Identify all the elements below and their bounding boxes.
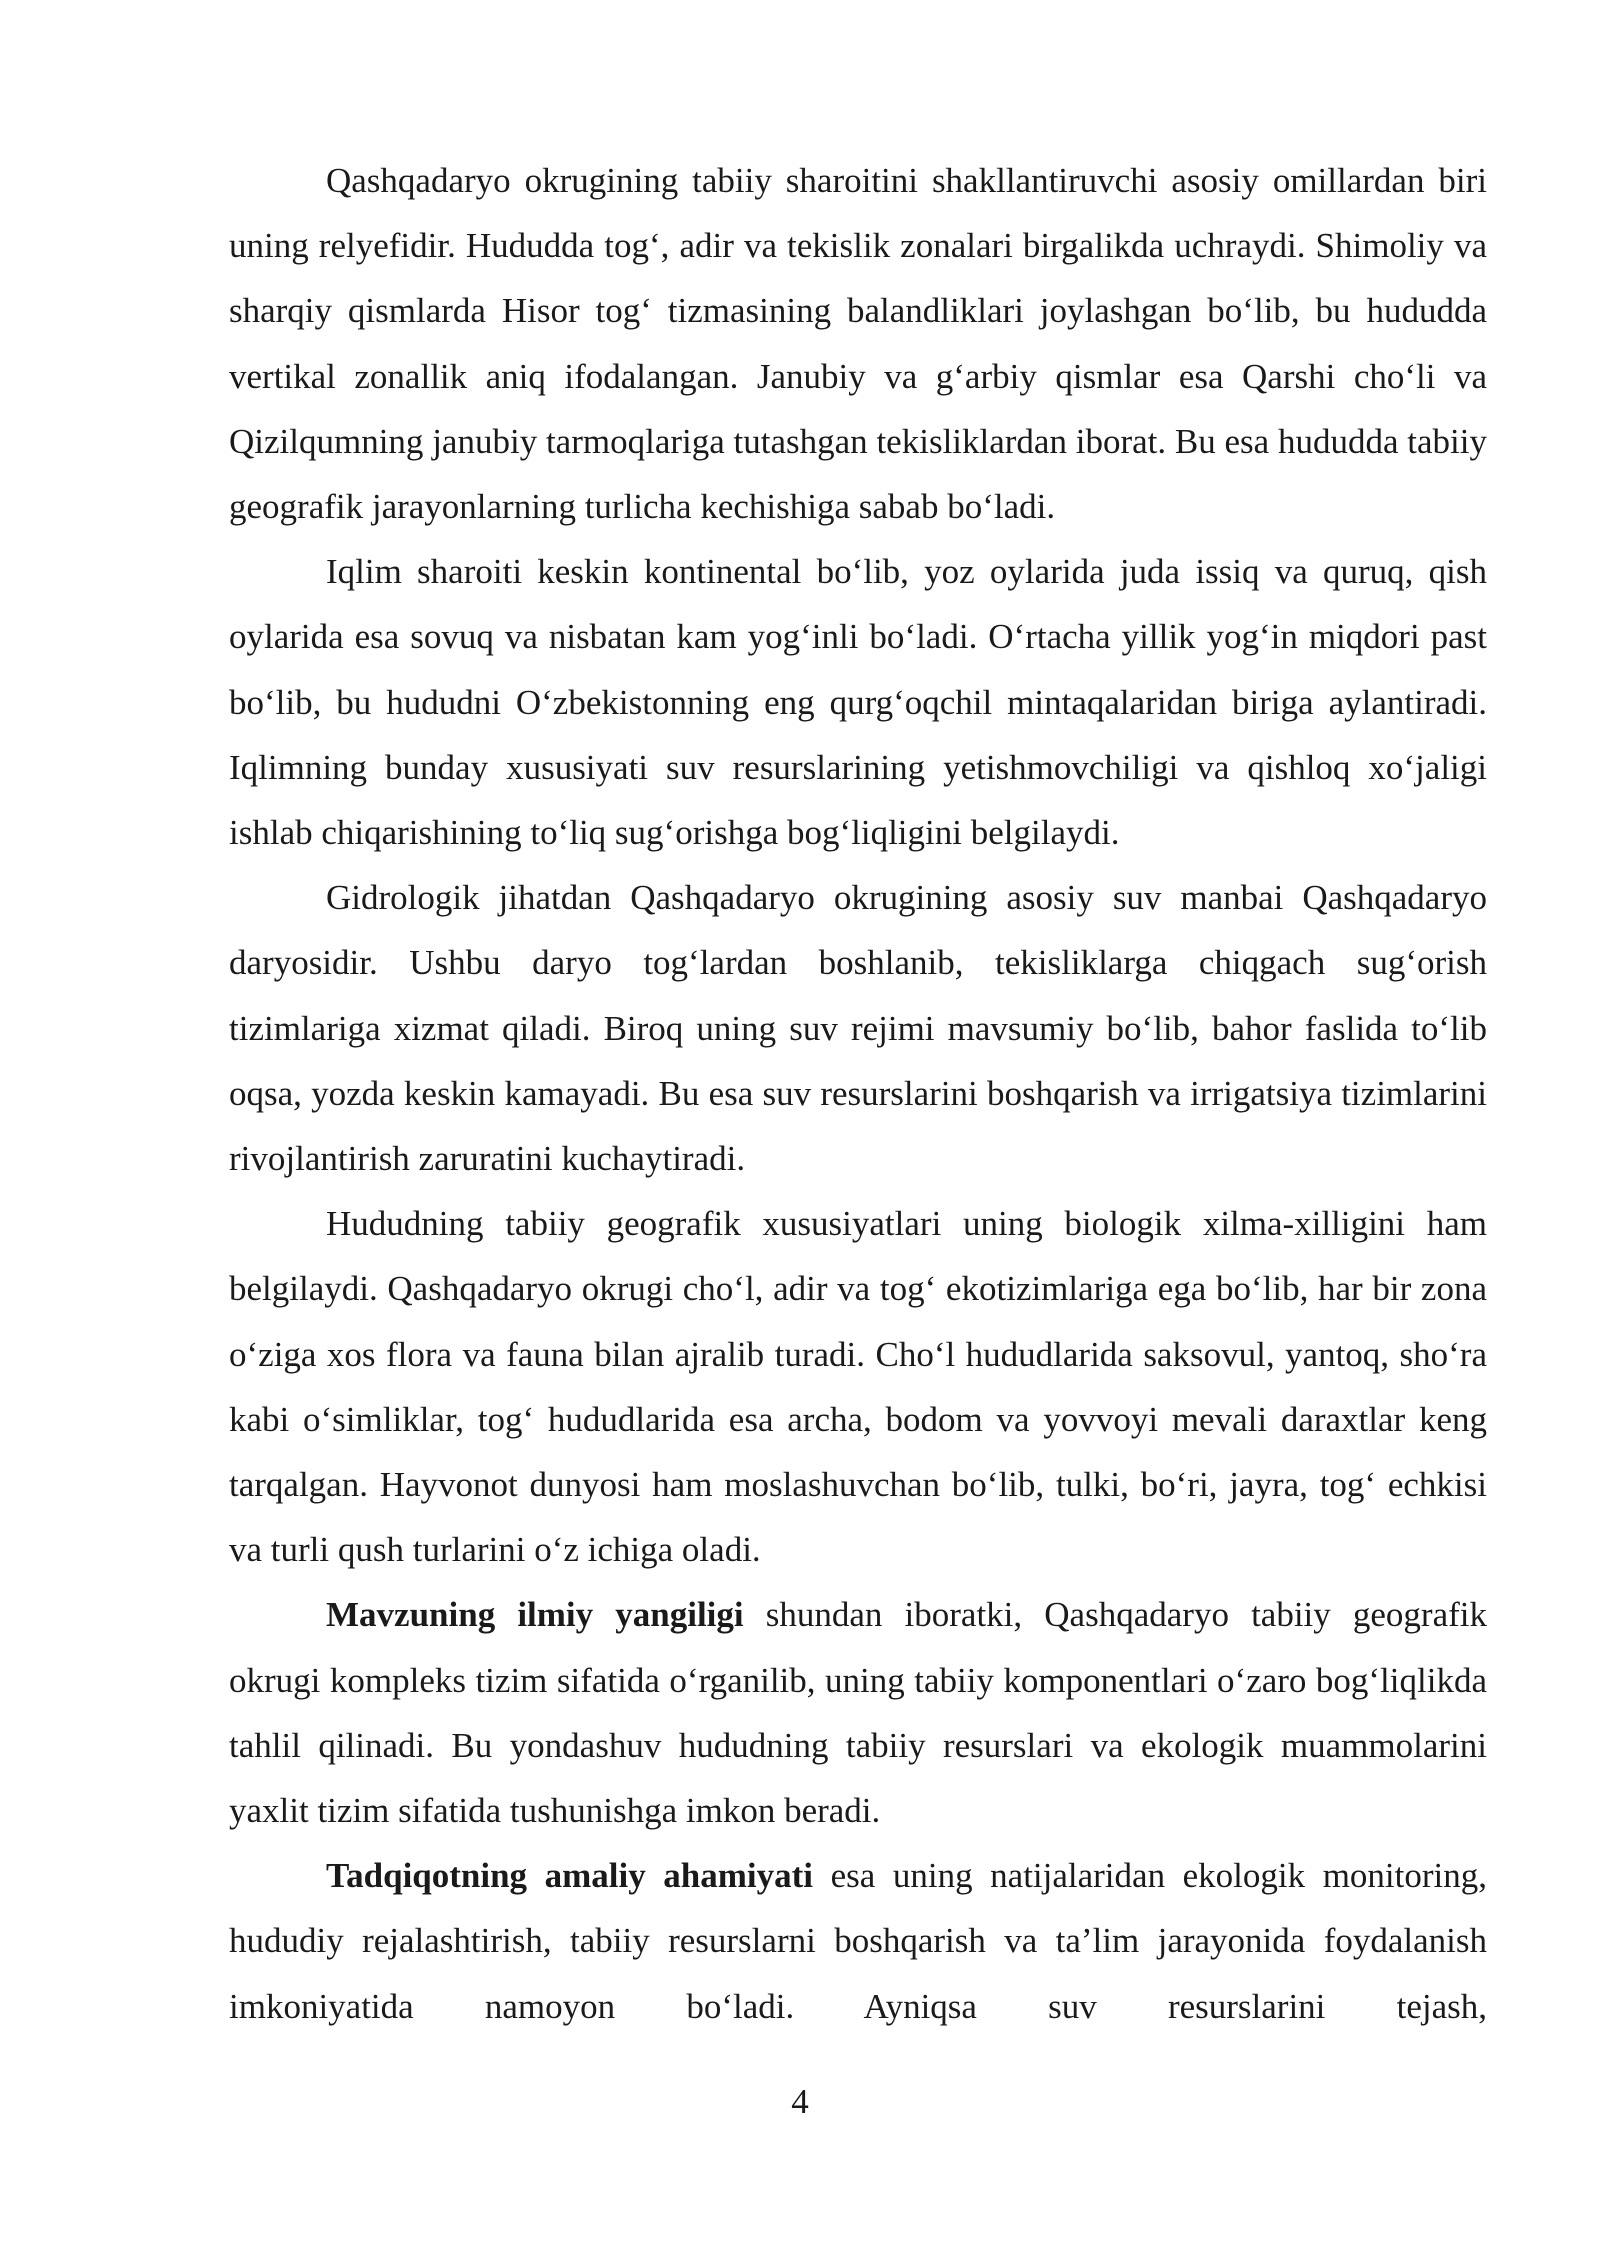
paragraph-text: esa uning natijalaridan ekologik monitoring, hududiy rejalashtirish, tabiiy resurslarni boshqarish va ta’lim jarayonida foydalanish imkoniyatida namoyon bo‘ladi. Ayniqsa suv resurslarini tejash, [229, 1856, 1487, 2026]
bold-term: Mavzuning ilmiy yangiligi [326, 1595, 744, 1635]
bold-term: Tadqiqotning amaliy ahamiyati [326, 1856, 814, 1896]
paragraph-biodiversity [229, 1191, 1487, 1582]
paragraph-hydrology [229, 865, 1487, 1191]
paragraph-text: shundan iboratki, Qashqadaryo tabiiy geografik okrugi kompleks tizim sifatida o‘rganilib, uning tabiiy komponentlari o‘zaro bog‘liqlikda tahlil qilinadi. Bu yondashuv hududning tabiiy resurslari va ekologik muammolarini yaxlit tizim sifatida tushunishga imkon beradi. [229, 1595, 1487, 1831]
document-body [229, 148, 1487, 2039]
paragraph-text: Gidrologik jihatdan Qashqadaryo okrugining asosiy suv manbai Qashqadaryo daryosidir. Ushbu daryo tog‘lardan boshlanib, tekisliklarga chiqgach sug‘orish tizimlariga xizmat qiladi. Biroq uning suv rejimi mavsumiy bo‘lib, bahor faslida to‘lib oqsa, yozda keskin kamayadi. Bu esa suv resurslarini boshqarish va irrigatsiya tizimlarini rivojlantirish zaruratini kuchaytiradi. [229, 878, 1487, 1179]
paragraph-text: Iqlim sharoiti keskin kontinental bo‘lib, yoz oylarida juda issiq va quruq, qish oylarida esa sovuq va nisbatan kam yog‘inli bo‘ladi. O‘rtacha yillik yog‘in miqdori past bo‘lib, bu hududni O‘zbekistonning eng qurg‘oqchil mintaqalaridan biriga aylantiradi. Iqlimning bunday xususiyati suv resurslarining yetishmovchiligi va qishloq xo‘jaligi ishlab chiqarishining to‘liq sug‘orishga bog‘liqligini belgilaydi. [229, 552, 1487, 853]
page-number: 4 [791, 2082, 809, 2121]
paragraph-climate [229, 539, 1487, 865]
paragraph-practical-significance [229, 1843, 1487, 2039]
paragraph-text: Qashqadaryo okrugining tabiiy sharoitini shakllantiruvchi asosiy omillardan biri uning relyefidir. Hududda tog‘, adir va tekislik zonalari birgalikda uchraydi. Shimoliy va sharqiy qismlarda Hisor tog‘ tizmasining balandliklari joylashgan bo‘lib, bu hududda vertikal zonallik aniq ifodalangan. Janubiy va g‘arbiy qismlar esa Qarshi cho‘li va Qizilqumning janubiy tarmoqlariga tutashgan tekisliklardan iborat. Bu esa hududda tabiiy geografik jarayonlarning turlicha kechishiga sabab bo‘ladi. [229, 161, 1487, 527]
paragraph-scientific-novelty [229, 1582, 1487, 1843]
paragraph-text: Hududning tabiiy geografik xususiyatlari uning biologik xilma-xilligini ham belgilaydi. Qashqadaryo okrugi cho‘l, adir va tog‘ ekotizimlariga ega bo‘lib, har bir zona o‘ziga xos flora va fauna bilan ajralib turadi. Cho‘l hududlarida saksovul, yantoq, sho‘ra kabi o‘simliklar, tog‘ hududlarida esa archa, bodom va yovvoyi mevali daraxtlar keng tarqalgan. Hayvonot dunyosi ham moslashuvchan bo‘lib, tulki, bo‘ri, jayra, tog‘ echkisi va turli qush turlarini o‘z ichiga oladi. [229, 1204, 1487, 1570]
paragraph-relief [229, 148, 1487, 539]
